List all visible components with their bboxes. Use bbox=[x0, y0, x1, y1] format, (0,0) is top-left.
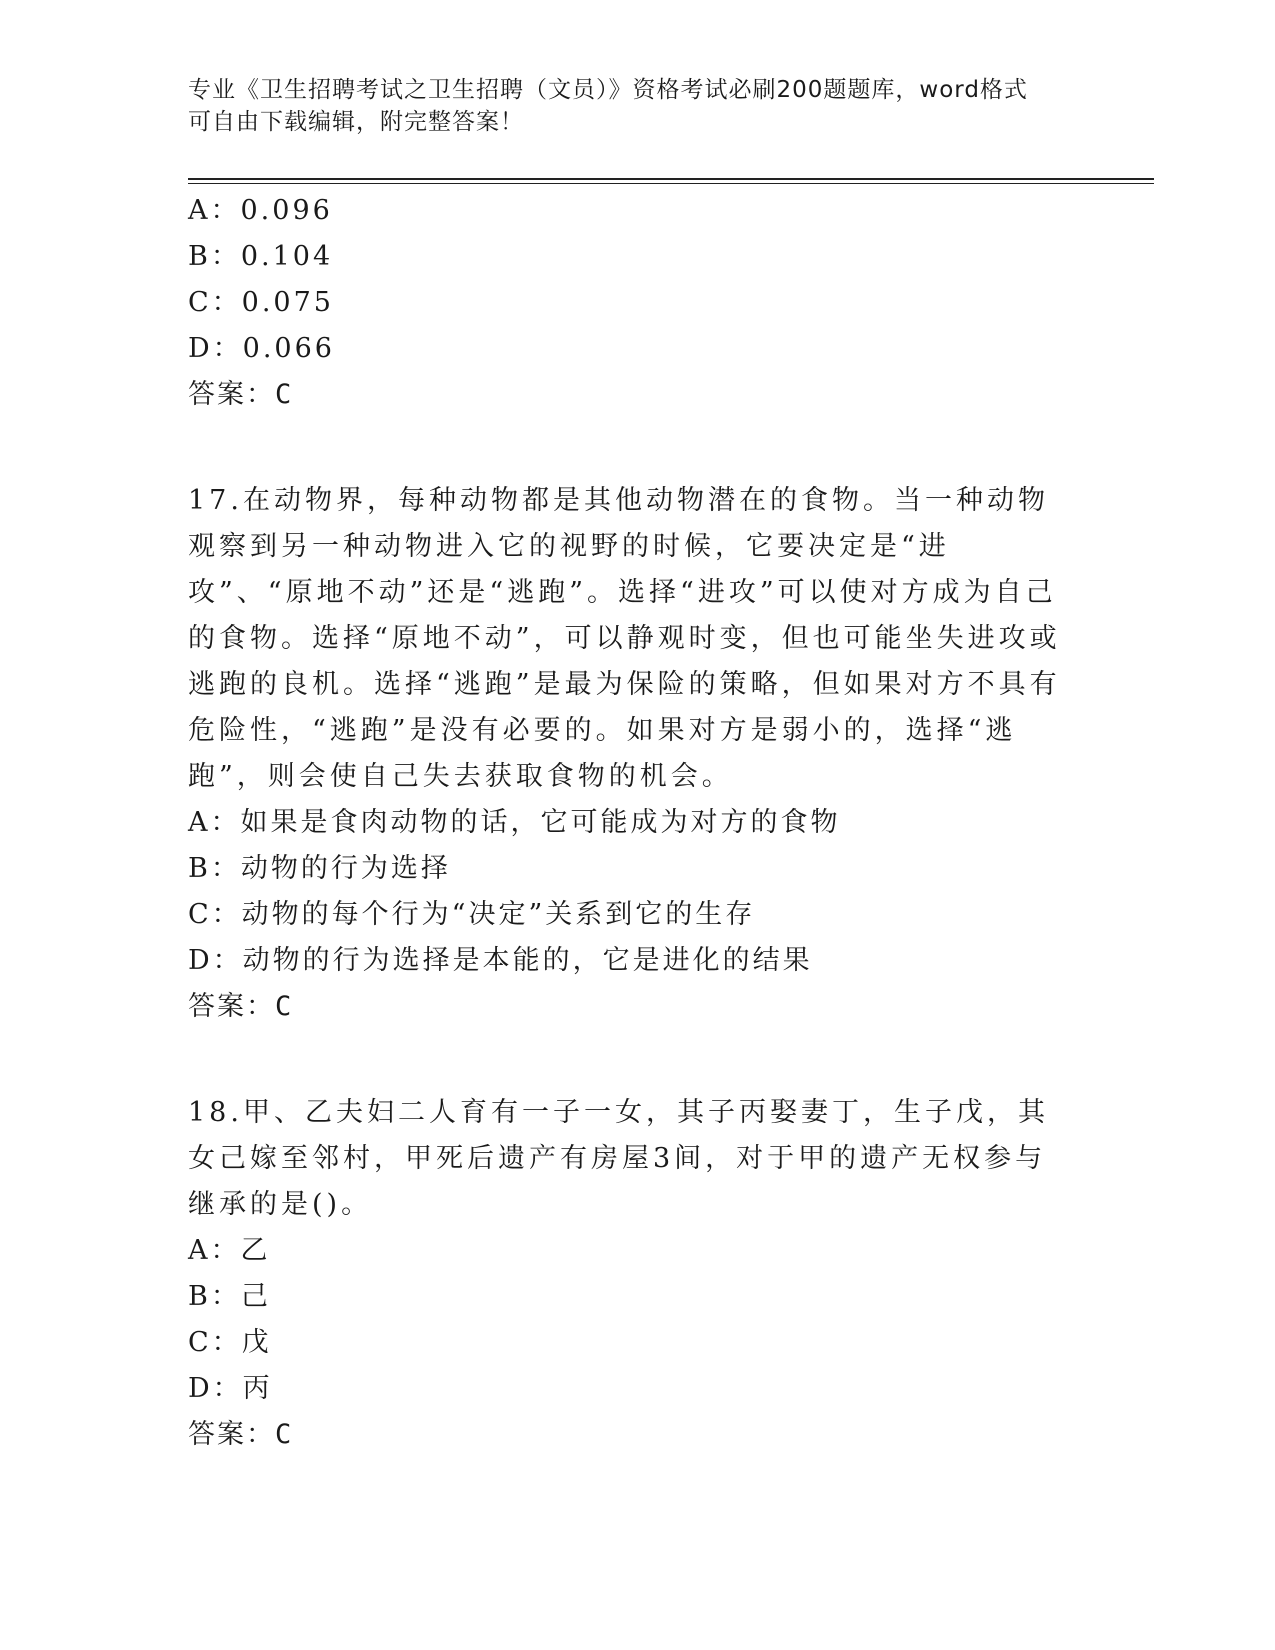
answer-label: 答案： bbox=[188, 1419, 275, 1450]
option-text: 动物的行为选择是本能的，它是进化的结果 bbox=[242, 945, 813, 976]
option-a bbox=[188, 188, 1088, 234]
question-block-17 bbox=[188, 478, 1088, 1030]
option-d bbox=[188, 326, 1088, 372]
option-text: 乙 bbox=[240, 1235, 271, 1266]
option-c bbox=[188, 280, 1088, 326]
answer-value: C bbox=[275, 991, 292, 1022]
option-b bbox=[188, 846, 1088, 892]
answer-label: 答案： bbox=[188, 379, 275, 410]
answer-value: C bbox=[275, 1419, 292, 1450]
header-title-line-2: 可自由下载编辑，附完整答案！ bbox=[188, 109, 524, 135]
question-list bbox=[188, 188, 1088, 1458]
option-key: A： bbox=[188, 807, 241, 838]
option-text: 如果是食肉动物的话，它可能成为对方的食物 bbox=[240, 807, 841, 838]
option-b bbox=[188, 1274, 1088, 1320]
option-c bbox=[188, 1320, 1088, 1366]
option-key: A： bbox=[188, 195, 241, 226]
option-b bbox=[188, 234, 1088, 280]
option-d bbox=[188, 1366, 1088, 1412]
option-text: 动物的每个行为“决定”关系到它的生存 bbox=[241, 899, 756, 930]
option-text: 戊 bbox=[241, 1327, 272, 1358]
option-key: D： bbox=[188, 945, 243, 976]
answer-line bbox=[188, 372, 1088, 418]
header-divider-thick bbox=[188, 178, 1154, 180]
option-text: 0.104 bbox=[240, 241, 334, 272]
answer-line bbox=[188, 1412, 1088, 1458]
option-text: 己 bbox=[240, 1281, 271, 1312]
header-title-line-1: 专业《卫生招聘考试之卫生招聘（文员）》资格考试必刷200题题库，word格式 bbox=[188, 77, 1028, 103]
option-key: C： bbox=[188, 1327, 242, 1358]
option-key: B： bbox=[188, 853, 241, 884]
option-key: B： bbox=[188, 241, 241, 272]
header-divider-thin bbox=[188, 183, 1154, 184]
question-block-18 bbox=[188, 1090, 1088, 1458]
document-header bbox=[188, 74, 1088, 138]
question-text: 18.甲、乙夫妇二人育有一子一女，其子丙娶妻丁，生子戊，其女己嫁至邻村，甲死后遗产有房屋3间，对于甲的遗产无权参与继承的是()。 bbox=[188, 1097, 1049, 1220]
option-text: 丙 bbox=[242, 1373, 273, 1404]
option-a bbox=[188, 1228, 1088, 1274]
option-key: C： bbox=[188, 287, 242, 318]
option-c bbox=[188, 892, 1088, 938]
option-text: 0.075 bbox=[241, 287, 334, 318]
option-text: 0.066 bbox=[242, 333, 335, 364]
answer-line bbox=[188, 984, 1088, 1030]
option-text: 动物的行为选择 bbox=[240, 853, 451, 884]
option-a bbox=[188, 800, 1088, 846]
option-key: A： bbox=[188, 1235, 241, 1266]
question-block-16 bbox=[188, 188, 1088, 418]
option-text: 0.096 bbox=[240, 195, 333, 226]
option-key: C： bbox=[188, 899, 242, 930]
option-key: D： bbox=[188, 1373, 243, 1404]
option-d bbox=[188, 938, 1088, 984]
answer-value: C bbox=[275, 379, 292, 410]
answer-label: 答案： bbox=[188, 991, 275, 1022]
question-text: 17.在动物界，每种动物都是其他动物潜在的食物。当一种动物观察到另一种动物进入它的视野的时候，它要决定是“进攻”、“原地不动”还是“逃跑”。选择“进攻”可以使对方成为自己的食物。选择“原地不动”，可以静观时变，但也可能坐失进攻或逃跑的良机。选择“逃跑”是最为保险的策略，但如果对方不具有危险性，“逃跑”是没有必要的。如果对方是弱小的，选择“逃跑”，则会使自己失去获取食物的机会。 bbox=[188, 485, 1061, 792]
option-key: D： bbox=[188, 333, 243, 364]
option-key: B： bbox=[188, 1281, 241, 1312]
